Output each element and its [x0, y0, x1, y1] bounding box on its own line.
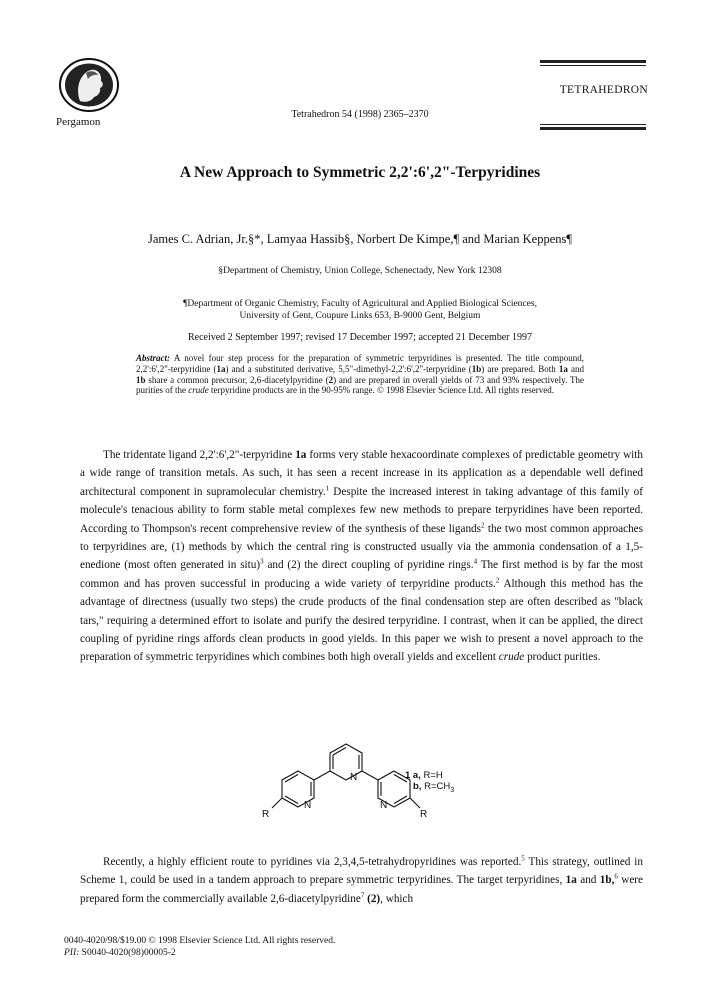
compound-subscript: 3 — [450, 786, 455, 794]
author-list: James C. Adrian, Jr.§*, Lamyaa Hassib§, Norbert De Kimpe,¶ and Marian Keppens¶ — [147, 232, 573, 246]
citation: 6 — [614, 872, 618, 881]
body-text: the two most common approaches to terpyridines are, (1) methods by which the central ring is constructed usually via the ammonia condensation of a 1,5-enedione (most often generated in situ) — [80, 522, 643, 572]
compound-ref: 1b — [471, 363, 482, 374]
citation: 3 — [260, 557, 264, 566]
header-rule-top-thick — [540, 60, 646, 63]
compound-substituent: R=CH — [421, 781, 451, 792]
journal-reference: Tetrahedron 54 (1998) 2365–2370 — [291, 109, 429, 120]
article-title: A New Approach to Symmetric 2,2':6',2"-Terpyridines — [179, 164, 541, 181]
compound-number: b, — [413, 781, 422, 792]
atom-label: N — [304, 800, 312, 811]
body-text: and — [576, 874, 600, 887]
abstract-text: and — [567, 363, 585, 374]
citation: 4 — [473, 557, 478, 566]
atom-label: N — [350, 772, 358, 783]
compound-ref: 1a — [295, 449, 307, 461]
atom-label: N — [380, 800, 388, 811]
received-dates: Received 2 September 1997; revised 17 December 1997; accepted 21 December 1997 — [187, 332, 533, 343]
body-text: Despite the increased interest in taking advantage of this family of molecule's tenacious ability to form stable metal complexes few new methods to prepare terpyridines have been reported. According to Thompson's recent comprehensive review of the synthesis of these ligands — [80, 485, 643, 535]
compound-ref: 1a — [216, 363, 226, 374]
affiliation-gent-line2: University of Gent, Coupure Links 653, B-9000 Gent, Belgium — [239, 311, 481, 321]
abstract — [136, 353, 584, 396]
compound-ref: (2) — [364, 892, 381, 905]
compound-ref: 2 — [328, 374, 334, 385]
citation: 2 — [481, 520, 485, 529]
header-rule-top-thin — [540, 65, 646, 66]
body-text: The tridentate ligand 2,2':6',2"-terpyridine — [103, 449, 296, 461]
abstract-text: A novel four step process for the preparation of symmetric terpyridines is presented. The title compound, 2,2':6',2"-terpyridine ( — [136, 353, 584, 374]
header-rule-bottom-thick — [540, 127, 646, 130]
body-text: This strategy, outlined in Scheme 1, could be used in a tandem approach to prepare symmetric terpyridines. The target terpyridines, — [80, 856, 644, 887]
copyright-line: 0040-4020/98/$19.00 © 1998 Elsevier Science Ltd. All rights reserved. — [64, 936, 336, 946]
header-rule-bottom-thin — [540, 124, 646, 125]
compound-labels — [405, 770, 454, 796]
pii-label: PII: — [64, 948, 80, 958]
compound-substituent: R=H — [420, 770, 443, 781]
body-text: The first method is by far the most common and has proven successful in producing a wide variety of terpyridine products. — [80, 559, 644, 590]
footer-copyright — [64, 935, 335, 959]
compound-number: 1 a, — [405, 770, 421, 781]
compound-ref: 1b — [136, 374, 146, 385]
affiliation-gent-line1: ¶Department of Organic Chemistry, Faculty of Agricultural and Applied Biological Sciences, — [183, 299, 537, 309]
body-text: product purities. — [524, 651, 601, 664]
abstract-text: ) are prepared. Both — [481, 363, 559, 374]
body-text: , which — [380, 892, 414, 905]
body-text: forms very stable hexacoordinate complexes of predictable geometry with a wide range of transition metals. As such, it has seen a recent increase in its application as a dependable well defined architectural component in supramolecular chemistry. — [80, 449, 643, 498]
abstract-text: ) and are prepared in overall yields of 73 and 93% respectively. The purities of the — [136, 374, 584, 396]
body-paragraph-2 — [80, 853, 643, 908]
body-text: were prepared form the commercially available 2,6-diacetylpyridine — [80, 874, 643, 905]
pii-value: S0040-4020(98)00005-2 — [79, 948, 176, 958]
affiliation-union-college: §Department of Chemistry, Union College, Schenectady, New York 12308 — [218, 266, 502, 276]
atom-label: R — [420, 809, 428, 820]
citation: 5 — [521, 854, 525, 863]
abstract-label: Abstract: — [136, 353, 171, 363]
abstract-text: ) and a substituted derivative, 5,5"-dimethyl-2,2':6',2"-terpyridine ( — [225, 363, 472, 374]
body-paragraph-1 — [80, 446, 643, 667]
atom-label: R — [262, 809, 270, 820]
citation: 7 — [360, 891, 365, 900]
journal-name: TETRAHEDRON — [559, 84, 648, 96]
compound-ref: 1a — [558, 363, 568, 374]
abstract-text: share a common precursor, 2,6-diacetylpyridine ( — [145, 374, 329, 385]
affiliation-gent — [0, 298, 720, 322]
compound-ref: 1a — [565, 874, 577, 887]
abstract-text: terpyridine products are in the 90-95% range. © 1998 Elsevier Science Ltd. All rights reserved. — [208, 385, 554, 396]
citation: 1 — [325, 484, 330, 493]
compound-ref: 1b, — [599, 874, 615, 887]
citation: 2 — [495, 576, 500, 585]
publisher-name: Pergamon — [56, 116, 101, 128]
body-text: Although this method has the advantage of directness (usually two steps) the crude products of the final condensation step are often described as "black tars," requiring a determined effort to isolate and purify the desired terpyridine. I contrast, when it can be applied, the direct coupling of pyridine rings affords clean products in good yields. In this paper we wish to present a novel approach to the preparation of symmetric terpyridines which combines both high overall yields and excellent — [80, 577, 644, 664]
body-text: and (2) the direct coupling of pyridine rings. — [263, 559, 474, 572]
abstract-text: crude — [188, 385, 209, 396]
body-text: crude — [498, 651, 525, 664]
body-text: Recently, a highly efficient route to pyridines via 2,3,4,5-tetrahydropyridines was reported. — [103, 856, 522, 868]
publisher-logo — [58, 57, 120, 113]
